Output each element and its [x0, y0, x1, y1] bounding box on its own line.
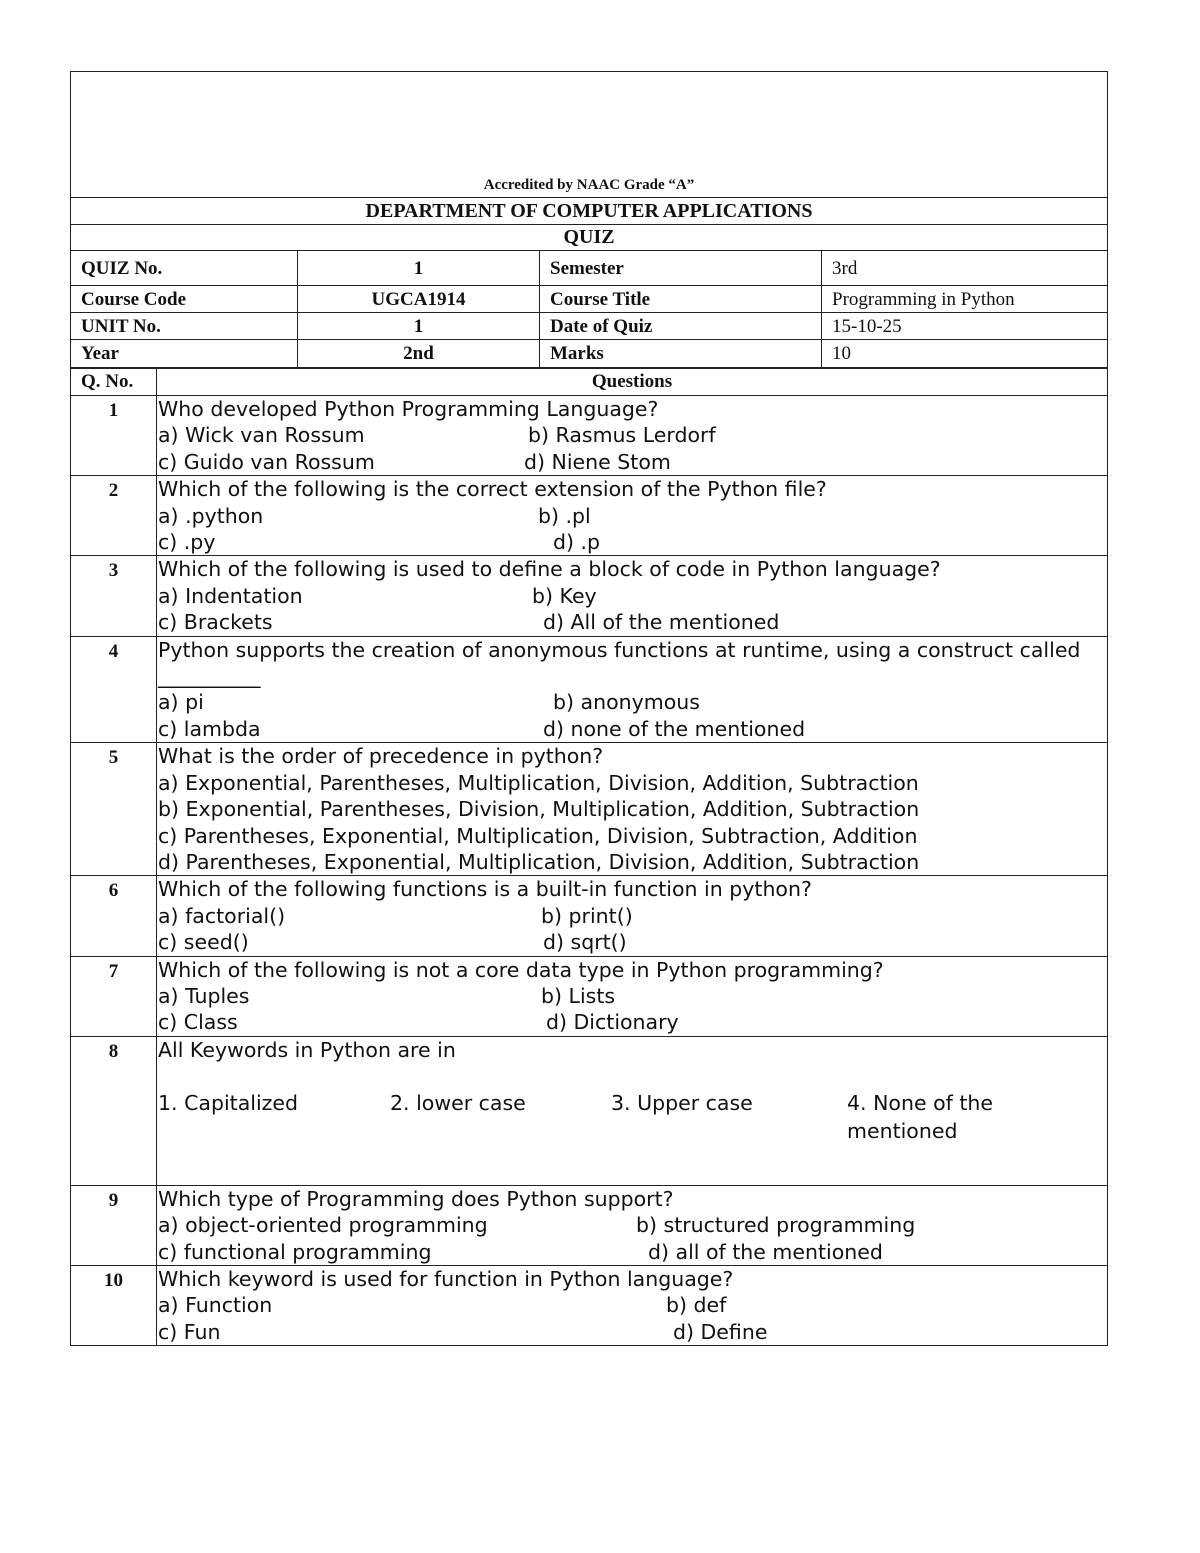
questions-table [70, 368, 1108, 1346]
option-2: 2. lower case [390, 1091, 526, 1116]
option-c: c) .py [158, 530, 216, 555]
marks-label: Marks [540, 340, 822, 368]
option-d: d) sqrt() [543, 930, 627, 955]
question-cell [157, 556, 1108, 636]
question-text: Which of the following is the correct extension of the Python file? [158, 477, 827, 502]
option-b: b) structured programming [636, 1213, 916, 1238]
question-row [71, 396, 1108, 476]
option-b: b) Exponential, Parentheses, Division, Multiplication, Addition, Subtraction [158, 797, 920, 822]
option-b: b) anonymous [553, 690, 700, 715]
question-cell [157, 396, 1108, 476]
question-number: 6 [71, 876, 157, 956]
question-cell [157, 956, 1108, 1036]
question-cell [157, 636, 1108, 743]
question-number: 10 [71, 1265, 157, 1345]
course-title-value: Programming in Python [822, 286, 1108, 313]
option-c: c) seed() [158, 930, 249, 955]
question-row [71, 556, 1108, 636]
quiz-title: QUIZ [71, 225, 1108, 251]
option-a: a) pi [158, 690, 204, 715]
question-row [71, 956, 1108, 1036]
question-cell [157, 476, 1108, 556]
question-number: 7 [71, 956, 157, 1036]
option-c: c) functional programming [158, 1239, 432, 1264]
semester-value: 3rd [822, 251, 1108, 286]
question-cell [157, 1265, 1108, 1345]
option-c: c) lambda [158, 716, 261, 741]
option-a: a) Function [158, 1293, 273, 1318]
option-c: c) Parentheses, Exponential, Multiplication, Division, Subtraction, Addition [158, 823, 918, 848]
option-3: 3. Upper case [611, 1091, 753, 1116]
question-cell [157, 1185, 1108, 1265]
questions-header: Questions [157, 369, 1108, 396]
option-b: b) print() [541, 903, 633, 928]
option-c: c) Brackets [158, 610, 273, 635]
question-cell [157, 876, 1108, 956]
accreditation-text: Accredited by NAAC Grade “A” [483, 177, 695, 193]
option-a: a) Indentation [158, 583, 303, 608]
question-text: Which type of Programming does Python support? [158, 1186, 674, 1211]
question-row [71, 1185, 1108, 1265]
option-c: c) Fun [158, 1319, 221, 1344]
header-table [70, 71, 1108, 368]
qno-header: Q. No. [71, 369, 157, 396]
semester-label: Semester [540, 251, 822, 286]
option-a: a) .python [158, 503, 264, 528]
question-number: 4 [71, 636, 157, 743]
question-text: Which of the following functions is a built-in function in python? [158, 877, 812, 902]
question-text: Which of the following is used to define a block of code in Python language? [158, 557, 941, 582]
option-a: a) factorial() [158, 903, 286, 928]
option-b: b) Lists [541, 983, 616, 1008]
option-d: d) all of the mentioned [648, 1239, 883, 1264]
question-text: Which keyword is used for function in Python language? [158, 1266, 734, 1291]
option-c: c) Guido van Rossum [158, 449, 375, 474]
question-number: 2 [71, 476, 157, 556]
option-b: b) Rasmus Lerdorf [528, 423, 716, 448]
option-d: d) Niene Stom [524, 449, 671, 474]
year-label: Year [71, 340, 298, 368]
option-4: 4. None of the mentioned [847, 1091, 993, 1144]
question-row [71, 743, 1108, 876]
option-a: a) Tuples [158, 983, 250, 1008]
option-c: c) Class [158, 1010, 238, 1035]
question-cell [157, 1036, 1108, 1185]
department-title: DEPARTMENT OF COMPUTER APPLICATIONS [71, 198, 1108, 225]
option-a: a) Wick van Rossum [158, 423, 365, 448]
unit-no-value: 1 [298, 313, 540, 340]
option-a: a) Exponential, Parentheses, Multiplication, Division, Addition, Subtraction [158, 770, 919, 795]
marks-value: 10 [822, 340, 1108, 368]
option-b: b) Key [532, 583, 597, 608]
option-d: d) Parentheses, Exponential, Multiplication, Division, Addition, Subtraction [158, 849, 920, 874]
year-value: 2nd [298, 340, 540, 368]
course-code-label: Course Code [71, 286, 298, 313]
course-code-value: UGCA1914 [298, 286, 540, 313]
question-number: 5 [71, 743, 157, 876]
question-text: Which of the following is not a core data type in Python programming? [158, 957, 884, 982]
option-b: b) def [666, 1293, 727, 1318]
option-b: b) .pl [538, 503, 591, 528]
quiz-sheet [70, 71, 1108, 1346]
question-number: 9 [71, 1185, 157, 1265]
question-row [71, 1265, 1108, 1345]
option-d: d) All of the mentioned [543, 610, 780, 635]
quiz-no-label: QUIZ No. [71, 251, 298, 286]
question-row [71, 1036, 1108, 1185]
course-title-label: Course Title [540, 286, 822, 313]
question-text: All Keywords in Python are in [158, 1037, 456, 1062]
institution-header [71, 72, 1108, 198]
question-row [71, 476, 1108, 556]
option-d: d) .p [553, 530, 601, 555]
option-d: d) Define [673, 1319, 768, 1344]
option-d: d) none of the mentioned [543, 716, 806, 741]
question-number: 3 [71, 556, 157, 636]
question-cell [157, 743, 1108, 876]
question-text: Python supports the creation of anonymous functions at runtime, using a construct called __________ [158, 637, 1081, 689]
question-row [71, 876, 1108, 956]
option-a: a) object-oriented programming [158, 1213, 488, 1238]
option-d: d) Dictionary [546, 1010, 679, 1035]
question-text: Who developed Python Programming Language? [158, 397, 659, 421]
question-number: 1 [71, 396, 157, 476]
unit-no-label: UNIT No. [71, 313, 298, 340]
date-label: Date of Quiz [540, 313, 822, 340]
quiz-no-value: 1 [298, 251, 540, 286]
question-text: What is the order of precedence in python? [158, 744, 604, 769]
question-row [71, 636, 1108, 743]
option-1: 1. Capitalized [158, 1091, 299, 1116]
question-number: 8 [71, 1036, 157, 1185]
date-value: 15-10-25 [822, 313, 1108, 340]
